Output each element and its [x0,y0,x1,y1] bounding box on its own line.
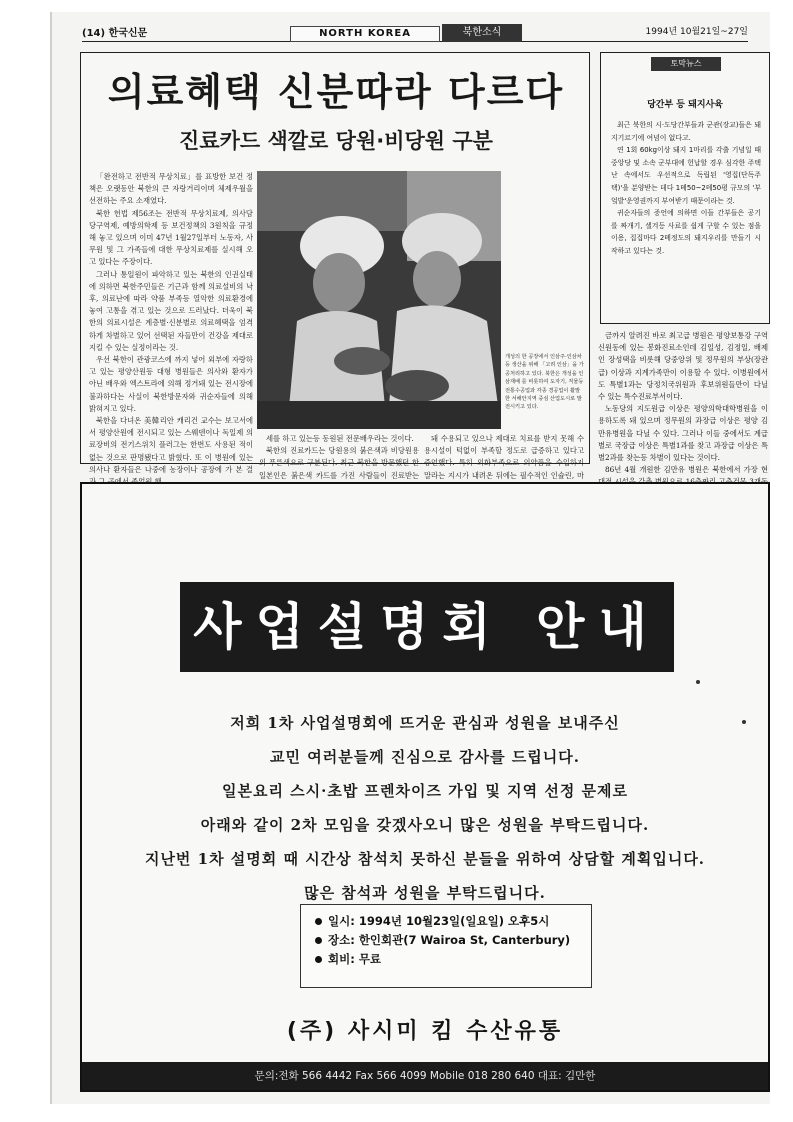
event-venue: 장소: 한인회관(7 Wairoa St, Canterbury) [315,931,591,950]
paragraph: 우선 북한이 관광코스에 까지 넣어 외부에 자랑하고 있는 평양산원등 대형 병원들은 의사와 환자가 아닌 배우와 엑스트라에 의해 정거돼 있는 전시장에 불과하다는 사실이 북한방문자와 귀순자들에 의해 밝혀지고 있다. [89,355,253,413]
bullet-icon [315,956,322,963]
issue-date: 1994년 10월21일~27일 [645,27,748,37]
article-photo [257,171,501,429]
paragraph: 노동당의 지도원급 이상은 평양의학대학병원을 이용하도록 돼 있으며 정무원의 과장급 이상은 평양 김만유병원을 다닐 수 있다. 그러나 이들 중에서도 계급별로 국장급 이상은 특별1과를 찾고 과장급 이상은 특별2과를 찾는등 차별이 있다는 것이다. [598,404,768,463]
event-fee: 회비: 무료 [315,950,591,969]
main-article [80,52,590,480]
ad-text-line: 아래와 같이 2차 모임을 갖겠사오니 많은 성원을 부탁드립니다. [200,816,650,834]
newspaper-page [50,12,770,1104]
short-news-tag: 토막뉴스 [651,57,721,71]
photo-illustration [257,171,501,429]
page-header [82,20,748,42]
bullet-icon [315,937,322,944]
photo-caption: 개성의 한 공장에서 인삼주·인삼차 등 생산을 위해 「고려 인삼」을 가공처리하고 있다. 북한은 개성을 인삼재배 를 비롯하여 도자기, 직물등 전통수공업과 각종 경공업이 활발한 서해안지역 중심 산업도시로 발전시키고 있다. [505,354,584,411]
ad-text-line: 저희 1차 사업설명회에 뜨거운 관심과 성원을 보내주신 [230,714,620,732]
advertisement [80,482,770,1092]
article-subhead: 진료카드 색깔로 당원·비당원 구분 [179,129,493,153]
print-speck [696,680,700,684]
paragraph: 최근 북한의 시·도당간부들과 군관(장교)들은 돼지기르기에 여념이 없다고. [611,121,761,142]
ad-text-line: 일본요리 스시·초밥 프렌차이즈 가입 및 지역 선정 문제로 [221,782,629,800]
paragraph: 세를 하고 있는등 동원된 전문배우라는 것이다. [266,434,414,443]
section-name: NORTH KOREA [290,26,440,42]
article-column-1 [89,171,253,488]
event-details-box [300,904,592,988]
ad-text-line: 지난번 1차 설명회 때 시간상 참석치 못하신 분들을 위하여 상담할 계획입니다. [144,850,706,868]
company-name: (주) 사시미 킴 수산유통 [286,1019,564,1044]
short-news-title: 당간부 등 돼지사육 [647,100,723,110]
contact-footer: 문의:전화 566 4442 Fax 566 4099 Mobile 018 280 640 대표: 김만한 [82,1062,768,1090]
short-news-box [600,52,770,324]
paragraph: 금까지 알려진 바로 최고급 병원은 평양보통강 구역 신원동에 있는 봉화진료소인데 김일성, 김정일, 배제인 장성택을 비롯해 당중앙위 및 정무원의 부상(장관급) 이상과 지계가족만이 이용할 수 있다. 이병원에서도 특별1과는 당정치국위원과 후보위원들만이 다닐 수 있는 특수진료부서이다. [598,331,768,402]
paragraph: 86년 4월 개원한 김만유 병원은 북한에서 가장 현 [605,465,768,475]
bullet-icon [315,918,322,925]
paragraph: 그러나 통일원이 파악하고 있는 북한의 인권실태에 의하면 북한주민들은 기근과 함께 의료설비의 낙후, 의료난에 따라 약품 부족등 열악한 의료환경에 놓여 고통을 겪고 있는 것으로 드러났다. 더욱이 북한의 의료시설은 계층별·신분별로 의료혜택을 엄격하게 차별하고 있어 선택된 자들만이 건강을 제대로 지킬 수 있는 실정이라는 것. [89,269,253,352]
paragraph: 연 1회 60kg이상 돼지 1마리를 각출 기념일 때 중앙당 및 소속 군부대에 헌납할 경우 심각한 주택난 속에서도 우선적으로 독립된 '영집(단독주택)'을 분양받는 데다 1톄50~2톄50평 규모의 '부엌밭'운영권까지 부여받기 때문이라는 것. [611,146,761,205]
page-label: (14) 한국신문 [82,28,148,39]
section-tag: 북한소식 [442,24,522,42]
ad-text-line: 많은 참석과 성원을 부탁드립니다. [304,884,546,902]
paragraph: 북한 헌법 제56조는 전반적 무상치료제, 의사담당구역제, 예방의학제 등 보건정책의 3원칙을 규정해 놓고 있으며 이미 47년 1월27일부터 노동자, 사무원 및 그 가족들에 대한 무상치료제를 실시해 오고 있다는 주장이다. [89,208,253,267]
ad-text-line: 교민 여러분들께 진심으로 감사를 드립니다. [270,748,580,766]
ad-banner-title: 사업설명회 안내 [180,582,674,672]
paragraph: 돼 수용되고 있으나 제대로 치료를 받지 못해 수용시설이 턱없이 부족할 정도로 급증하고 있다고 증언했다. 특히 외화부족으로 의약품을 수입하지 말라는 지시가 내려온 뒤에는 필수적인 인슐린, 마 [424,434,584,480]
paragraph: 귀순자들의 증언에 의하면 이들 간부들은 공기를 짜개기, 셀겨등 사료를 쉽게 구할 수 있는 점을 이용, 집집마다 2톄정도의 돼지우리를 만들기 시작하고 있다는 것. [611,209,761,255]
paragraph: 「완전하고 전반적 무상치료」를 표방한 보건 정책은 오랫동안 북한의 큰 자랑거리이며 체제우월을 선전하는 주요 소재였다. [89,172,253,206]
paragraph: 북한을 다녀온 美韓리안 캐리건 교수는 보고서에서 평양산원에 전시되고 있는 스웨덴이나 독일제 의료장비의 전기스위치 플러그는 한번도 사용된 적이 없는 것으로 판명됐다고 밝혔다. 또 이 병원에 있는 의사나 환자들은 나중에 농장이나 공장에 가 본 결 [89,416,253,474]
print-speck [742,720,746,724]
article-headline: 의료혜택 신분따라 다르다 [107,70,565,114]
short-news-body [611,119,761,258]
paragraph: 북한의 진료카드는 당원용의 붉은색과 비당원용의 푸른색으로 구분된다. 최근 북한을 방문했던 한 일본인은 붉은색 카드를 가진 사람들이 진료받는 [259,446,419,480]
event-date: 일시: 1994년 10월23일(일요일) 오후5시 [315,912,591,931]
